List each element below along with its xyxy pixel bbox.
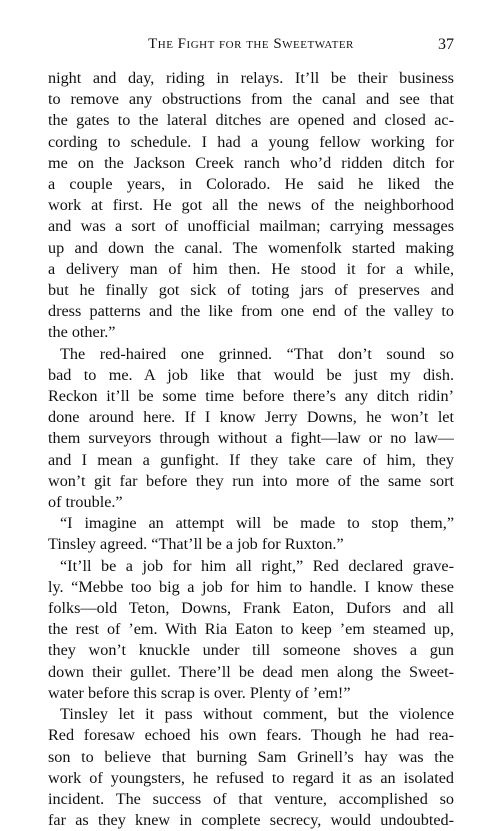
text-line: but he finally got sick of toting jars of preserves and	[48, 281, 454, 300]
text-line: son to believe that burning Sam Grinell’s hay was the	[48, 747, 454, 766]
text-line: water before this scrap is over. Plenty of ’em!”	[48, 683, 351, 702]
text-line: Tinsley let it pass without comment, but the violence	[60, 705, 454, 724]
text-line: to remove any obstructions from the canal and see that	[48, 90, 454, 109]
text-line: up and down the canal. The womenfolk started making	[48, 238, 454, 257]
text-line: of trouble.”	[48, 493, 123, 512]
text-line: the other.”	[48, 323, 116, 342]
text-line: won’t git far before they run into more of the same sort	[48, 471, 454, 490]
text-line: Tinsley agreed. “That’ll be a job for Ruxton.”	[48, 535, 344, 554]
text-line: the gates to the lateral ditches are opened and closed ac-	[48, 111, 454, 130]
text-line: the rest of ’em. With Ria Eaton to keep ’em steamed up,	[48, 620, 454, 639]
text-line: a couple years, in Colorado. He said he liked the	[48, 175, 454, 194]
text-line: far as they knew in complete secrecy, would undoubted-	[48, 811, 454, 830]
text-line: them surveyors through without a fight—law or no law—	[48, 429, 454, 448]
text-line: done around here. If I know Jerry Downs, he won’t let	[48, 408, 454, 427]
text-line: me on the Jackson Creek ranch who’d ridden ditch for	[48, 153, 454, 172]
text-line: a delivery man of him then. He stood it for a while,	[48, 259, 454, 278]
text-line: “It’ll be a job for him all right,” Red declared grave-	[60, 556, 454, 575]
text-line: they won’t knuckle under till someone shoves a gun	[48, 641, 454, 660]
text-line: work at first. He got all the news of the neighborhood	[48, 196, 454, 215]
text-line: ly. “Mebbe too big a job for him to handle. I know these	[48, 577, 454, 596]
text-line: folks—old Teton, Downs, Frank Eaton, Dufors and all	[48, 599, 454, 618]
text-line: and was a sort of unofficial mailman; carrying messages	[48, 217, 454, 236]
text-line: incident. The success of that venture, accomplished so	[48, 789, 454, 808]
text-line: work of youngsters, he refused to regard it as an isolated	[48, 768, 454, 787]
running-title: The Fight for the Sweetwater	[148, 36, 354, 52]
text-line: dress patterns and the like from one end of the valley to	[48, 302, 454, 321]
page-header	[48, 36, 454, 58]
text-line: “I imagine an attempt will be made to stop them,”	[60, 514, 454, 533]
text-line: cording to schedule. I had a young fellow working for	[48, 132, 454, 151]
text-line: and I mean a gunfight. If they take care of him, they	[48, 450, 454, 469]
text-line: down their gullet. There’ll be dead men along the Sweet-	[48, 662, 454, 681]
body-text	[48, 68, 454, 831]
text-line: Reckon it’ll be some time before there’s any ditch ridin’	[48, 387, 454, 406]
text-line: night and day, riding in relays. It’ll be their business	[48, 69, 454, 87]
text-line: The red-haired one grinned. “That don’t sound so	[60, 344, 454, 363]
page-number: 37	[438, 36, 454, 53]
text-line: bad to me. A job like that would be just my dish.	[48, 365, 454, 384]
text-line: Red foresaw echoed his own fears. Though he had rea-	[48, 726, 454, 745]
